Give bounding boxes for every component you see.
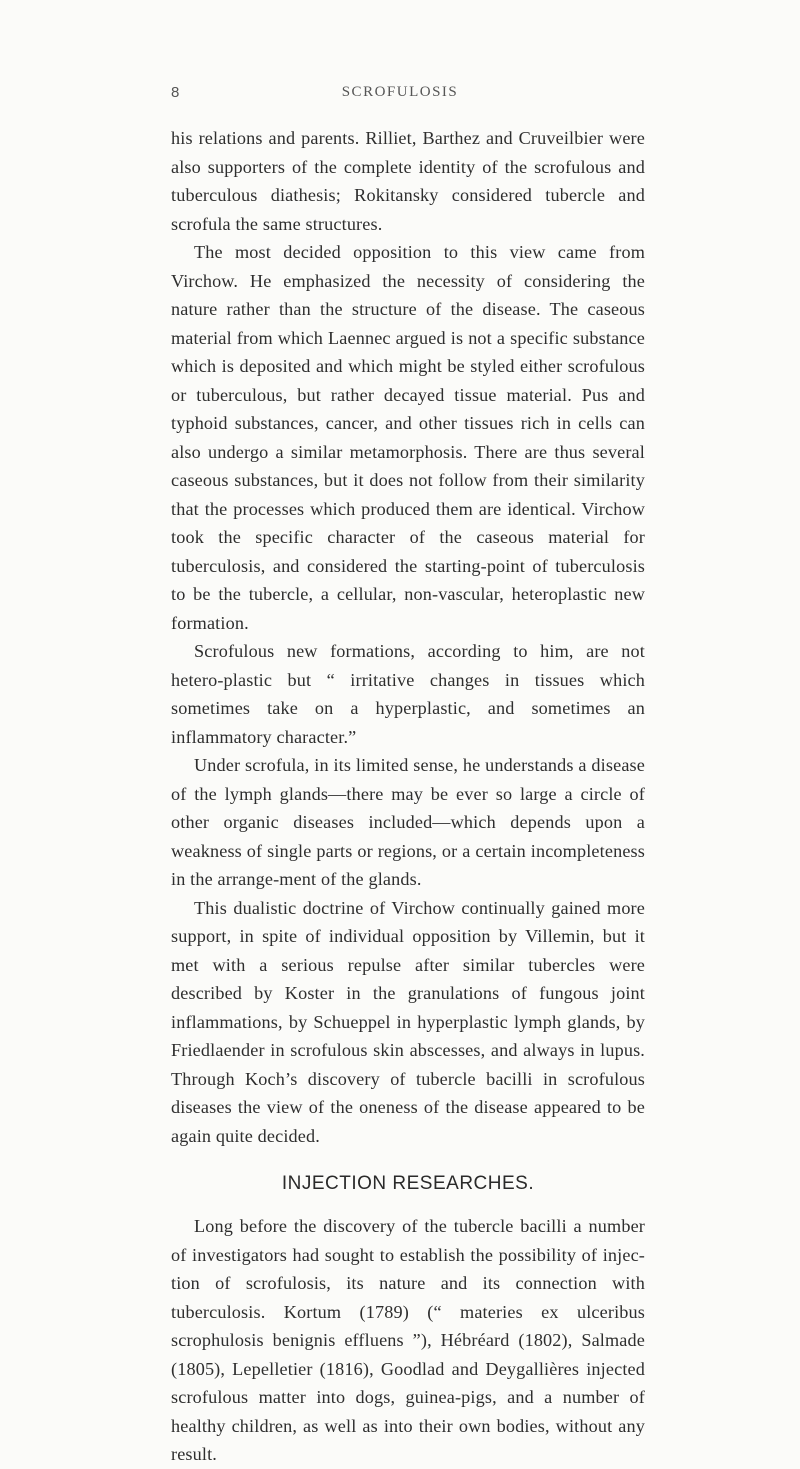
paragraph-scrofulous-formations: Scrofulous new formations, according to him, are not hetero-plastic but “ irritative changes in tissues which sometimes take on a hyperplastic, and sometimes an inflammatory character.” <box>171 641 645 747</box>
paragraph-virchow-opposition: The most decided opposition to this view came from Virchow. He emphasized the necessity of considering the nature rather than the structure of the disease. The caseous material from which Laennec argued is not a specific substance which is deposited and which might be styled either scrofulous or tuberculous, but rather decayed tissue material. Pus and typhoid substances, cancer, and other tissues rich in cells can also undergo a similar metamorphosis. There are thus several caseous substances, but it does not follow from their similarity that the processes which produced them are identical. Virchow took the specific character of the caseous material for tuberculosis, and considered the starting-point of tuberculosis to be the tubercle, a cellular, non-vascular, heteroplastic new formation. <box>171 242 645 633</box>
running-head <box>0 84 800 108</box>
text-block <box>171 124 645 1469</box>
paragraph-dualistic-doctrine: This dualistic doctrine of Virchow continually gained more support, in spite of individual opposition by Villemin, but it met with a serious repulse after similar tubercles were described by Koster in the granulations of fungous joint inflammations, by Schueppel in hyperplastic lymph glands, by Friedlaender in scrofulous skin abscesses, and always in lupus. Through Koch’s discovery of tubercle bacilli in scrofulous diseases the view of the oneness of the disease appeared to be again quite decided. <box>171 897 645 1146</box>
running-title: SCROFULOSIS <box>341 84 459 100</box>
paragraph-injection-researches: Long before the discovery of the tubercle bacilli a number of investigators had sought to establish the possibility of injec-tion of scrofulosis, its nature and its connection with tuberculosis. Kortum (1789) (“ materies ex ulceribus scrophulosis benignis effluens ”), Hébréard (1802), Salmade (1805), Lepelletier (1816), Goodlad and Deygallières injected scrofulous matter into dogs, guinea-pigs, and a number of healthy children, as well as into their own bodies, without any result. <box>171 1216 645 1464</box>
page-number: 8 <box>171 84 180 101</box>
paragraph-scrofula-definition: Under scrofula, in its limited sense, he understands a disease of the lymph glands—there may be ever so large a circle of other organic diseases included—which depends upon a weakness of single parts or regions, or a certain incompleteness in the arrange-ment of the glands. <box>171 755 645 889</box>
paragraph-continued: his relations and parents. Rilliet, Barthez and Cruveilbier were also supporters of the complete identity of the scrofulous and tuberculous diathesis; Rokitansky considered tubercle and scrofula the same structures. <box>171 128 645 234</box>
section-heading: INJECTION RESEARCHES. <box>281 1173 535 1194</box>
